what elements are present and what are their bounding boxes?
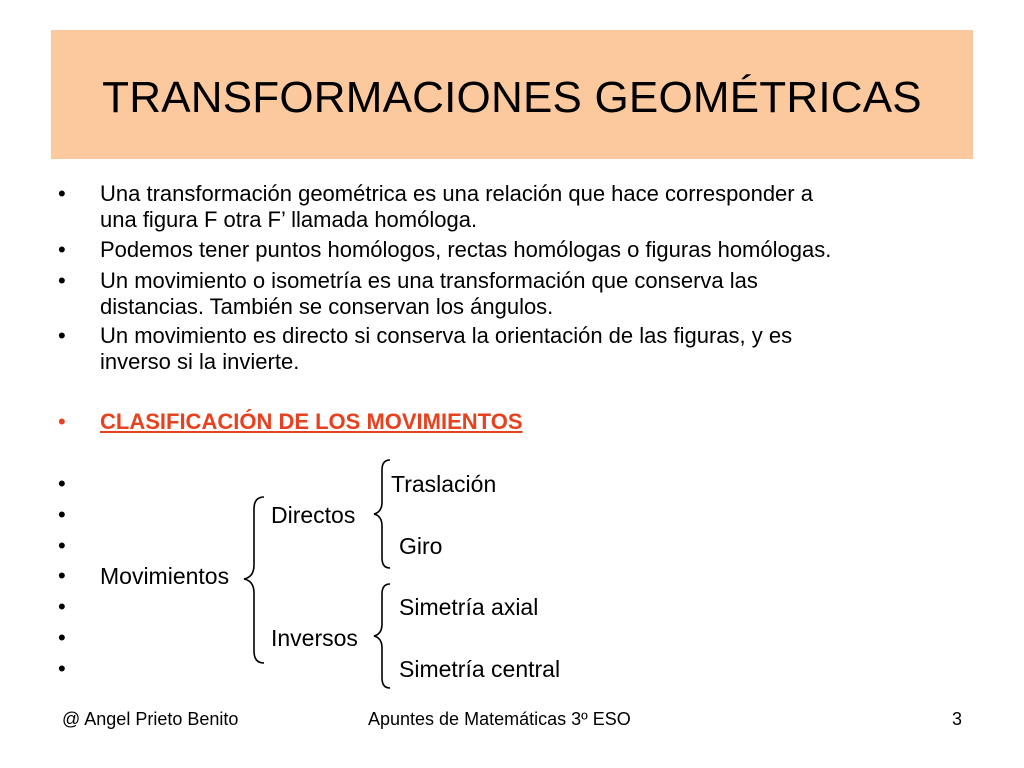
curly-brace-directos bbox=[370, 458, 394, 570]
bullet-marker: • bbox=[58, 323, 66, 348]
bullet-marker: • bbox=[58, 594, 66, 619]
bullet-4-line-2: inverso si la invierte. bbox=[100, 349, 300, 374]
label-inversos: Inversos bbox=[271, 625, 358, 651]
label-movimientos: Movimientos bbox=[100, 563, 230, 589]
label-simetria-central: Simetría central bbox=[399, 656, 561, 682]
label-simetria-axial: Simetría axial bbox=[399, 594, 539, 620]
section-heading: CLASIFICACIÓN DE LOS MOVIMIENTOS bbox=[100, 409, 523, 434]
bullet-text-2 bbox=[100, 237, 980, 263]
bullet-text-3 bbox=[100, 268, 980, 320]
slide-title: TRANSFORMACIONES GEOMÉTRICAS bbox=[102, 72, 922, 122]
label-traslacion: Traslación bbox=[391, 471, 497, 497]
bullet-marker: • bbox=[58, 533, 66, 558]
footer-course: Apuntes de Matemáticas 3º ESO bbox=[368, 709, 631, 729]
bullet-marker: • bbox=[58, 181, 66, 206]
bullet-marker: • bbox=[58, 237, 66, 262]
bullet-2-line-1: Podemos tener puntos homólogos, rectas homólogas o figuras homólogas. bbox=[100, 237, 832, 262]
bullet-4-line-1: Un movimiento es directo si conserva la orientación de las figuras, y es bbox=[100, 323, 793, 348]
bullet-marker: • bbox=[58, 563, 66, 588]
bullet-3-line-2: distancias. También se conservan los ángulos. bbox=[100, 294, 554, 319]
bullet-1-line-2: una figura F otra F’ llamada homóloga. bbox=[100, 207, 478, 232]
label-directos: Directos bbox=[271, 502, 356, 528]
bullet-marker: • bbox=[58, 625, 66, 650]
bullet-text-1 bbox=[100, 181, 980, 233]
bullet-3-line-1: Un movimiento o isometría es una transformación que conserva las bbox=[100, 268, 758, 293]
curly-brace-main bbox=[240, 495, 270, 665]
label-giro: Giro bbox=[399, 533, 443, 559]
bullet-marker: • bbox=[58, 409, 66, 434]
curly-brace-inversos bbox=[370, 582, 394, 690]
bullet-1-line-1: Una transformación geométrica es una relación que hace corresponder a bbox=[100, 181, 813, 206]
bullet-marker: • bbox=[58, 502, 66, 527]
bullet-text-4 bbox=[100, 323, 980, 375]
bullet-marker: • bbox=[58, 656, 66, 681]
bullet-marker: • bbox=[58, 471, 66, 496]
footer-author: @ Angel Prieto Benito bbox=[62, 709, 239, 729]
bullet-marker: • bbox=[58, 268, 66, 293]
footer-page-number: 3 bbox=[952, 709, 963, 729]
